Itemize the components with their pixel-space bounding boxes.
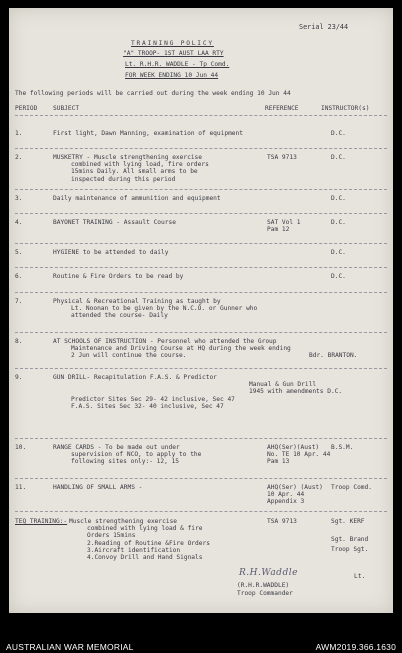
- row-subject-line: 3.Aircraft identification: [87, 546, 181, 554]
- row-reference: AHQ(Ser) (Aust): [267, 484, 323, 491]
- header-reference: REFERENCE: [265, 105, 299, 112]
- extra-instructor: Troop Sgt.: [331, 546, 369, 553]
- row-subject-line: Predictor Sites Sec 29- 42 inclusive, Sec 47: [71, 395, 235, 403]
- row-instructor: D.C.: [331, 273, 346, 280]
- row-subject-line: First light, Dawn Manning, examination of equipment: [53, 130, 243, 137]
- row-subject-line: Lt. Noonan to be given by the N.C.O. or Gunner who: [71, 305, 258, 313]
- signer-title: Troop Commander: [237, 590, 293, 597]
- document-title: TRAINING POLICY: [131, 40, 214, 47]
- row-divider: [15, 438, 387, 439]
- footer-accession: AWM2019.366.1630: [315, 642, 396, 652]
- header-instructor: INSTRUCTOR(s): [321, 105, 370, 112]
- row-subject-line: following sites only:- 12, 15: [71, 458, 180, 466]
- row-subject-line: supervision of NCO, to apply to the: [71, 451, 202, 459]
- row-instructor: Sgt. KERF: [331, 518, 365, 525]
- signature: R.H.Waddle: [239, 568, 298, 578]
- row-period: 10.: [15, 444, 27, 451]
- row-subject-line: HYGIENE to be attended to daily: [53, 249, 169, 256]
- row-reference: Manual & Gun Drill: [249, 381, 317, 389]
- row-subject-line: Muscle strengthening exercise: [69, 518, 178, 525]
- row-divider: [15, 368, 387, 369]
- row-subject-line: Orders 15mins: [87, 532, 136, 540]
- row-period: TEQ TRAINING:-: [15, 518, 68, 525]
- row-subject-line: HANDLING OF SMALL ARMS -: [53, 484, 143, 491]
- row-period: 5.: [15, 249, 23, 256]
- header-rule: [15, 115, 387, 116]
- row-subject-line: RANGE CARDS - To be made out under: [53, 444, 180, 451]
- row-period: 4.: [15, 219, 23, 226]
- row-divider: [15, 267, 387, 268]
- row-reference: SAT Vol 1: [267, 219, 301, 226]
- row-subject-line: 4.Convoy Drill and Hand Signals: [87, 554, 203, 561]
- row-subject-line: 2.Reading of Routine &Fire Orders: [87, 539, 210, 547]
- extra-instructor: Sgt. Brand: [331, 536, 369, 543]
- signer-rank: Lt.: [354, 573, 366, 580]
- row-instructor: B.S.M.: [331, 444, 354, 451]
- row-period: 8.: [15, 338, 23, 345]
- row-reference: No. TE 10 Apr. 44: [267, 451, 331, 459]
- row-instructor: D.C.: [331, 195, 346, 202]
- row-divider: [15, 189, 387, 190]
- row-reference: Pam 13: [267, 458, 290, 466]
- row-divider: [15, 292, 387, 293]
- row-reference: 10 Apr. 44: [267, 491, 305, 499]
- unit-name: "A" TROOP- 1ST AUST LAA RTY: [123, 50, 224, 57]
- row-divider: [15, 213, 387, 214]
- row-subject-line: Routine & Fire Orders to be read by: [53, 273, 184, 280]
- row-subject-line: Maintenance and Driving Course at HQ during the week ending: [71, 345, 291, 353]
- row-period: 2.: [15, 154, 23, 161]
- row-reference: TSA 9713: [267, 518, 297, 525]
- row-period: 7.: [15, 298, 23, 305]
- row-instructor: D.C.: [331, 154, 346, 161]
- row-subject-line: Physical & Recreational Training as taught by: [53, 298, 221, 305]
- row-reference: Appendix 3: [267, 498, 305, 506]
- row-period: 3.: [15, 195, 23, 202]
- row-reference: TSA 9713: [267, 154, 297, 161]
- intro-text: The following periods will be carried out during the week ending 10 Jun 44: [15, 90, 291, 97]
- row-instructor: D.C.: [331, 130, 346, 137]
- row-subject-line: inspected during this period: [71, 175, 176, 183]
- row-period: 6.: [15, 273, 23, 280]
- footer-bar: [0, 613, 402, 653]
- row-divider: [15, 478, 387, 479]
- document-page: [9, 8, 393, 613]
- row-instructor: Troop Comd.: [331, 484, 372, 491]
- signer-name: (R.H.R.WADDLE): [237, 582, 290, 589]
- row-divider: [15, 332, 387, 333]
- row-subject-line: combined with lying load, fire orders: [71, 161, 209, 169]
- row-divider: [15, 148, 387, 149]
- row-subject-line: BAYONET TRAINING - Assault Course: [53, 219, 176, 226]
- footer-institution: AUSTRALIAN WAR MEMORIAL: [6, 642, 134, 652]
- row-period: 1.: [15, 130, 23, 137]
- row-divider: [15, 511, 387, 512]
- row-period: 9.: [15, 374, 23, 381]
- row-reference: 1945 with amendments D.C.: [249, 388, 343, 396]
- week-line: FOR WEEK ENDING 10 Jun 44: [125, 72, 219, 79]
- row-instructor: Bdr. BRANTON.: [309, 352, 358, 360]
- row-divider: [15, 243, 387, 244]
- row-subject-line: 15mins Daily. All small arms to be: [71, 168, 198, 176]
- row-subject-line: 2 Jun will continue the course.: [71, 352, 187, 360]
- row-instructor: D.C.: [331, 249, 346, 256]
- row-subject-line: MUSKETRY - Muscle strengthening exercise: [53, 154, 203, 161]
- row-subject-line: GUN DRILL- Recapitulation F.A.S. & Predictor: [53, 374, 217, 381]
- serial-number: Serial 23/44: [299, 23, 349, 31]
- header-period: PERIOD: [15, 105, 38, 112]
- row-instructor: D.C.: [331, 219, 346, 226]
- row-subject-line: combined with lying load & fire: [87, 525, 203, 533]
- officer-line: Lt. R.H.R. WADDLE - Tp Comd.: [125, 61, 230, 68]
- row-subject-line: Daily maintenance of ammunition and equipment: [53, 195, 221, 202]
- row-reference: Pam 12: [267, 226, 290, 234]
- row-subject-line: attended the course- Daily: [71, 312, 168, 320]
- row-subject-line: AT SCHOOLS OF INSTRUCTION - Personnel who attended the Group: [53, 338, 277, 345]
- header-subject: SUBJECT: [53, 105, 80, 112]
- row-period: 11.: [15, 484, 27, 491]
- row-reference: AHQ(Ser)(Aust): [267, 444, 320, 451]
- row-subject-line: F.A.S. Sites Sec 32- 40 inclusive, Sec 47: [71, 402, 224, 410]
